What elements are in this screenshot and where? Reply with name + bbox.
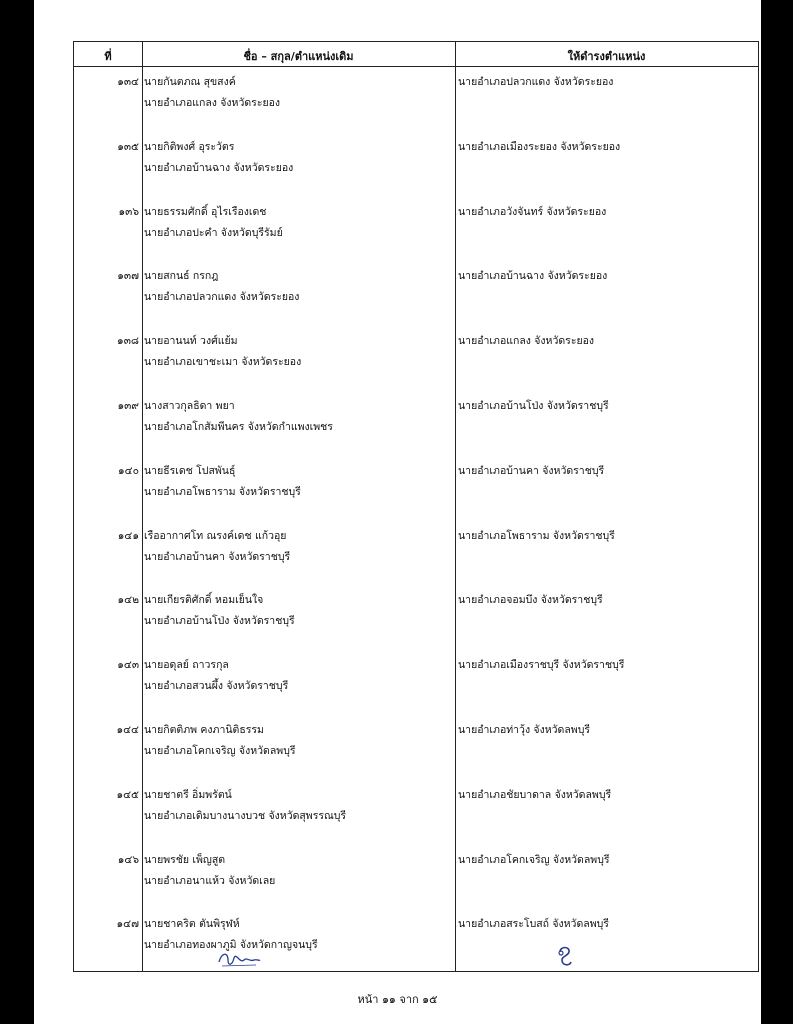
row-number: ๑๓๔ bbox=[117, 76, 139, 88]
row-number: ๑๔๐ bbox=[117, 464, 139, 477]
header-new-position: ให้ดำรงตำแหน่ง bbox=[567, 50, 646, 63]
person-name: นายธีรเดช โปสพันธุ์ bbox=[144, 464, 236, 477]
row-number: ๑๔๑ bbox=[117, 529, 139, 542]
person-name: นายชาคริต ตันพิรุฬห์ bbox=[144, 918, 240, 931]
row-number: ๑๓๕ bbox=[117, 140, 139, 153]
old-position: นายอำเภอเดิมบางนางบวช จังหวัดสุพรรณบุรี bbox=[144, 809, 347, 822]
new-position: นายอำเภอชัยบาดาล จังหวัดลพบุรี bbox=[458, 788, 612, 801]
person-name: นายสกนธ์ กรกฎ bbox=[144, 270, 219, 283]
row-number: ๑๔๖ bbox=[117, 853, 139, 866]
table-row bbox=[74, 585, 758, 650]
person-name: นายเกียรติศักดิ์ หอมเย็นใจ bbox=[144, 594, 264, 607]
new-position: นายอำเภอโพธาราม จังหวัดราชบุรี bbox=[458, 529, 615, 542]
table-row bbox=[74, 132, 758, 197]
page-footer: หน้า ๑๑ จาก ๑๕ bbox=[357, 993, 438, 1006]
row-number: ๑๓๙ bbox=[117, 400, 139, 412]
signature-left-mark bbox=[216, 948, 262, 970]
old-position: นายอำเภอนาแห้ว จังหวัดเลย bbox=[144, 874, 276, 887]
old-position: นายอำเภอโกสัมพีนคร จังหวัดกำแพงเพชร bbox=[144, 421, 333, 433]
old-position: นายอำเภอเขาชะเมา จังหวัดระยอง bbox=[144, 356, 302, 369]
old-position: นายอำเภอปะคำ จังหวัดบุรีรัมย์ bbox=[144, 226, 283, 239]
row-number: ๑๔๔ bbox=[116, 724, 139, 736]
old-position: นายอำเภอแกลง จังหวัดระยอง bbox=[144, 97, 281, 109]
header-name-position: ชื่อ – สกุล/ตำแหน่งเดิม bbox=[243, 50, 354, 63]
new-position: นายอำเภอจอมบึง จังหวัดราชบุรี bbox=[458, 594, 603, 607]
person-name: นายกิตติภพ คงภานิติธรรม bbox=[144, 724, 264, 736]
person-name: นายอดุลย์ ถาวรกุล bbox=[144, 659, 229, 672]
person-name: นายกิติพงศ์ อุระวัตร bbox=[144, 140, 235, 153]
person-name: นายกันตภณ สุขสงค์ bbox=[144, 76, 236, 88]
table-row bbox=[74, 197, 758, 262]
table-row bbox=[74, 715, 758, 780]
person-name: นายพรชัย เพ็ญสูต bbox=[144, 853, 226, 866]
old-position: นายอำเภอสวนผึ้ง จังหวัดราชบุรี bbox=[144, 680, 289, 693]
person-name: นางสาวกุลธิดา พยา bbox=[144, 400, 235, 412]
table-header bbox=[74, 42, 758, 67]
row-number: ๑๓๘ bbox=[117, 335, 139, 348]
new-position: นายอำเภอโคกเจริญ จังหวัดลพบุรี bbox=[458, 853, 610, 866]
appointment-table bbox=[73, 41, 759, 972]
table-row bbox=[74, 456, 758, 521]
header-no: ที่ bbox=[104, 50, 112, 63]
old-position: นายอำเภอปลวกแดง จังหวัดระยอง bbox=[144, 291, 300, 304]
signature-right-mark bbox=[554, 942, 576, 970]
row-number: ๑๔๓ bbox=[117, 659, 139, 672]
new-position: นายอำเภอสระโบสถ์ จังหวัดลพบุรี bbox=[458, 918, 609, 931]
person-name: นายชาตรี อิ่มพรัตน์ bbox=[144, 788, 232, 801]
document-page bbox=[34, 0, 761, 1024]
new-position: นายอำเภอท่าวุ้ง จังหวัดลพบุรี bbox=[458, 724, 590, 736]
new-position: นายอำเภอบ้านฉาง จังหวัดระยอง bbox=[458, 270, 608, 283]
new-position: นายอำเภอแกลง จังหวัดระยอง bbox=[458, 335, 595, 348]
row-number: ๑๔๗ bbox=[116, 918, 139, 931]
table-row bbox=[74, 67, 758, 132]
table-row bbox=[74, 261, 758, 326]
new-position: นายอำเภอบ้านคา จังหวัดราชบุรี bbox=[458, 464, 605, 477]
new-position: นายอำเภอเมืองราชบุรี จังหวัดราชบุรี bbox=[458, 659, 625, 672]
old-position: นายอำเภอโพธาราม จังหวัดราชบุรี bbox=[144, 485, 301, 498]
new-position: นายอำเภอปลวกแดง จังหวัดระยอง bbox=[458, 76, 614, 88]
table-row bbox=[74, 326, 758, 391]
person-name: นายอานนท์ วงศ์แย้ม bbox=[144, 335, 238, 348]
old-position: นายอำเภอโคกเจริญ จังหวัดลพบุรี bbox=[144, 745, 296, 757]
row-number: ๑๔๒ bbox=[117, 594, 139, 607]
old-position: นายอำเภอบ้านคา จังหวัดราชบุรี bbox=[144, 550, 291, 563]
table-row bbox=[74, 521, 758, 586]
old-position: นายอำเภอบ้านฉาง จังหวัดระยอง bbox=[144, 161, 294, 174]
row-number: ๑๓๗ bbox=[117, 270, 139, 283]
table-row bbox=[74, 845, 758, 910]
new-position: นายอำเภอเมืองระยอง จังหวัดระยอง bbox=[458, 140, 621, 153]
new-position: นายอำเภอวังจันทร์ จังหวัดระยอง bbox=[458, 205, 607, 218]
person-name: นายธรรมศักดิ์ อุไรเรืองเดช bbox=[144, 205, 267, 218]
table-row bbox=[74, 391, 758, 456]
table-row bbox=[74, 650, 758, 715]
person-name: เรืออากาศโท ณรงค์เดช แก้วอุย bbox=[144, 529, 287, 542]
old-position: นายอำเภอทองผาภูมิ จังหวัดกาญจนบุรี bbox=[144, 939, 318, 952]
table-row bbox=[74, 909, 758, 974]
table-row bbox=[74, 780, 758, 845]
old-position: นายอำเภอบ้านโป่ง จังหวัดราชบุรี bbox=[144, 615, 295, 628]
row-number: ๑๔๕ bbox=[116, 788, 139, 801]
new-position: นายอำเภอบ้านโป่ง จังหวัดราชบุรี bbox=[458, 400, 609, 412]
row-number: ๑๓๖ bbox=[118, 205, 139, 218]
